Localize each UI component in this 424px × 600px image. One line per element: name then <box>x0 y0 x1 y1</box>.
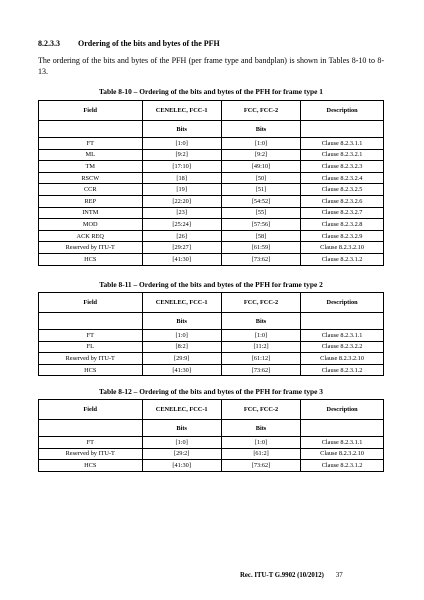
table-cell: [54:52] <box>221 195 300 207</box>
column-header: CENELEC, FCC-1 <box>142 101 221 121</box>
table-cell: MOD <box>39 219 143 231</box>
table-cell: Clause 8.2.3.2.10 <box>301 448 384 460</box>
empty-subheader-cell <box>301 313 384 330</box>
section-number: 8.2.3.3 <box>38 39 60 48</box>
section-heading <box>38 39 220 48</box>
table-cell: [11:2] <box>221 341 300 353</box>
table-cell: Clause 8.2.3.2.7 <box>301 207 384 219</box>
table-cell: ML <box>39 149 143 161</box>
table-caption: Table 8-11 – Ordering of the bits and bytes of the PFH for frame type 2 <box>99 280 323 289</box>
bits-subheader: Bits <box>221 420 300 437</box>
table-cell: INTM <box>39 207 143 219</box>
table-cell: [61:12] <box>221 353 300 365</box>
table-cell: FT <box>39 138 143 150</box>
empty-subheader-cell <box>301 121 384 138</box>
column-header: Description <box>301 400 384 420</box>
table-cell: REP <box>39 195 143 207</box>
table-cell: Clause 8.2.3.2.8 <box>301 219 384 231</box>
column-header: Description <box>301 293 384 313</box>
column-header: CENELEC, FCC-1 <box>142 400 221 420</box>
table-row <box>39 172 384 184</box>
table-cell: FT <box>39 437 143 449</box>
bits-subheader: Bits <box>142 420 221 437</box>
table-cell: TM <box>39 161 143 173</box>
table-cell: [26] <box>142 230 221 242</box>
table-cell: [1:0] <box>221 437 300 449</box>
table-cell: Clause 8.2.3.1.1 <box>301 138 384 150</box>
table-cell: [1:0] <box>221 330 300 342</box>
column-header: Field <box>39 293 143 313</box>
table-cell: [29:27] <box>142 242 221 254</box>
table-cell: [50] <box>221 172 300 184</box>
table-row <box>39 230 384 242</box>
table-cell: [9:2] <box>142 149 221 161</box>
table-cell: HCS <box>39 253 143 265</box>
table-cell: Clause 8.2.3.2.10 <box>301 242 384 254</box>
table-subheader-row <box>39 420 384 437</box>
table-row <box>39 184 384 196</box>
table-cell: Clause 8.2.3.2.1 <box>301 149 384 161</box>
table-cell: [17:10] <box>142 161 221 173</box>
table-row <box>39 341 384 353</box>
column-header: FCC, FCC-2 <box>221 400 300 420</box>
table-cell: [18] <box>142 172 221 184</box>
table-cell: Reserved by ITU-T <box>39 448 143 460</box>
table-cell: [1:0] <box>142 330 221 342</box>
table-row <box>39 195 384 207</box>
column-header: Description <box>301 101 384 121</box>
column-header: FCC, FCC-2 <box>221 101 300 121</box>
bits-subheader: Bits <box>221 121 300 138</box>
bits-subheader: Bits <box>142 313 221 330</box>
table-caption: Table 8-12 – Ordering of the bits and bytes of the PFH for frame type 3 <box>99 387 323 396</box>
table-cell: [73:62] <box>221 364 300 376</box>
table-cell: [58] <box>221 230 300 242</box>
table-cell: [73:62] <box>221 253 300 265</box>
table-row <box>39 437 384 449</box>
table-cell: [29:9] <box>142 353 221 365</box>
table-cell: Clause 8.2.3.2.6 <box>301 195 384 207</box>
table-cell: Clause 8.2.3.1.2 <box>301 364 384 376</box>
table-cell: HCS <box>39 364 143 376</box>
table-cell: FT <box>39 330 143 342</box>
footer-reference: Rec. ITU-T G.9902 (10/2012) <box>240 572 324 579</box>
table-cell: Clause 8.2.3.2.5 <box>301 184 384 196</box>
table-cell: HCS <box>39 460 143 472</box>
table-row <box>39 448 384 460</box>
table-cell: [25:24] <box>142 219 221 231</box>
table-cell: [41:30] <box>142 460 221 472</box>
table-row <box>39 364 384 376</box>
table-cell: Clause 8.2.3.2.3 <box>301 161 384 173</box>
table-cell: Clause 8.2.3.2.10 <box>301 353 384 365</box>
table-row <box>39 219 384 231</box>
table-row <box>39 242 384 254</box>
section-title: Ordering of the bits and bytes of the PFH <box>78 39 220 48</box>
empty-subheader-cell <box>39 313 143 330</box>
table-cell: [22:20] <box>142 195 221 207</box>
table-cell: [23] <box>142 207 221 219</box>
table-cell: ACK REQ <box>39 230 143 242</box>
empty-subheader-cell <box>39 121 143 138</box>
column-header: Field <box>39 400 143 420</box>
table-cell: Clause 8.2.3.1.2 <box>301 460 384 472</box>
table-cell: FL <box>39 341 143 353</box>
table-caption: Table 8-10 – Ordering of the bits and bytes of the PFH for frame type 1 <box>99 87 323 96</box>
intro-paragraph: The ordering of the bits and bytes of the PFH (per frame type and bandplan) is shown in Tables 8-10 to 8-13. <box>38 56 384 76</box>
column-header: CENELEC, FCC-1 <box>142 293 221 313</box>
table-cell: Clause 8.2.3.2.2 <box>301 341 384 353</box>
bits-subheader: Bits <box>221 313 300 330</box>
pfh-table-frame-type-2 <box>38 292 384 376</box>
table-row <box>39 207 384 219</box>
table-cell: [57:56] <box>221 219 300 231</box>
table-row <box>39 161 384 173</box>
table-row <box>39 330 384 342</box>
pfh-table-frame-type-3 <box>38 399 384 472</box>
column-header: Field <box>39 101 143 121</box>
table-header-row <box>39 400 384 420</box>
table-cell: Clause 8.2.3.1.1 <box>301 437 384 449</box>
table-cell: [8:2] <box>142 341 221 353</box>
table-subheader-row <box>39 121 384 138</box>
table-cell: Reserved by ITU-T <box>39 353 143 365</box>
table-row <box>39 138 384 150</box>
table-cell: CCR <box>39 184 143 196</box>
table-cell: [41:30] <box>142 253 221 265</box>
table-cell: [55] <box>221 207 300 219</box>
table-subheader-row <box>39 313 384 330</box>
page-number: 37 <box>335 572 343 579</box>
table-cell: Clause 8.2.3.2.4 <box>301 172 384 184</box>
column-header: FCC, FCC-2 <box>221 293 300 313</box>
table-row <box>39 149 384 161</box>
table-cell: [61:59] <box>221 242 300 254</box>
table-cell: [1:0] <box>142 437 221 449</box>
table-cell: [61:2] <box>221 448 300 460</box>
table-header-row <box>39 101 384 121</box>
table-cell: Clause 8.2.3.1.2 <box>301 253 384 265</box>
table-cell: [1:0] <box>142 138 221 150</box>
table-cell: [41:30] <box>142 364 221 376</box>
table-cell: Reserved by ITU-T <box>39 242 143 254</box>
bits-subheader: Bits <box>142 121 221 138</box>
table-cell: [1:0] <box>221 138 300 150</box>
table-cell: Clause 8.2.3.2.9 <box>301 230 384 242</box>
page-footer <box>240 572 384 579</box>
table-cell: [29:2] <box>142 448 221 460</box>
table-header-row <box>39 293 384 313</box>
table-cell: [51] <box>221 184 300 196</box>
table-cell: [9:2] <box>221 149 300 161</box>
table-cell: [73:62] <box>221 460 300 472</box>
table-cell: [49:10] <box>221 161 300 173</box>
pfh-table-frame-type-1 <box>38 100 384 266</box>
table-row <box>39 460 384 472</box>
empty-subheader-cell <box>301 420 384 437</box>
empty-subheader-cell <box>39 420 143 437</box>
table-cell: Clause 8.2.3.1.1 <box>301 330 384 342</box>
table-cell: [19] <box>142 184 221 196</box>
table-cell: RSCW <box>39 172 143 184</box>
table-row <box>39 353 384 365</box>
table-row <box>39 253 384 265</box>
